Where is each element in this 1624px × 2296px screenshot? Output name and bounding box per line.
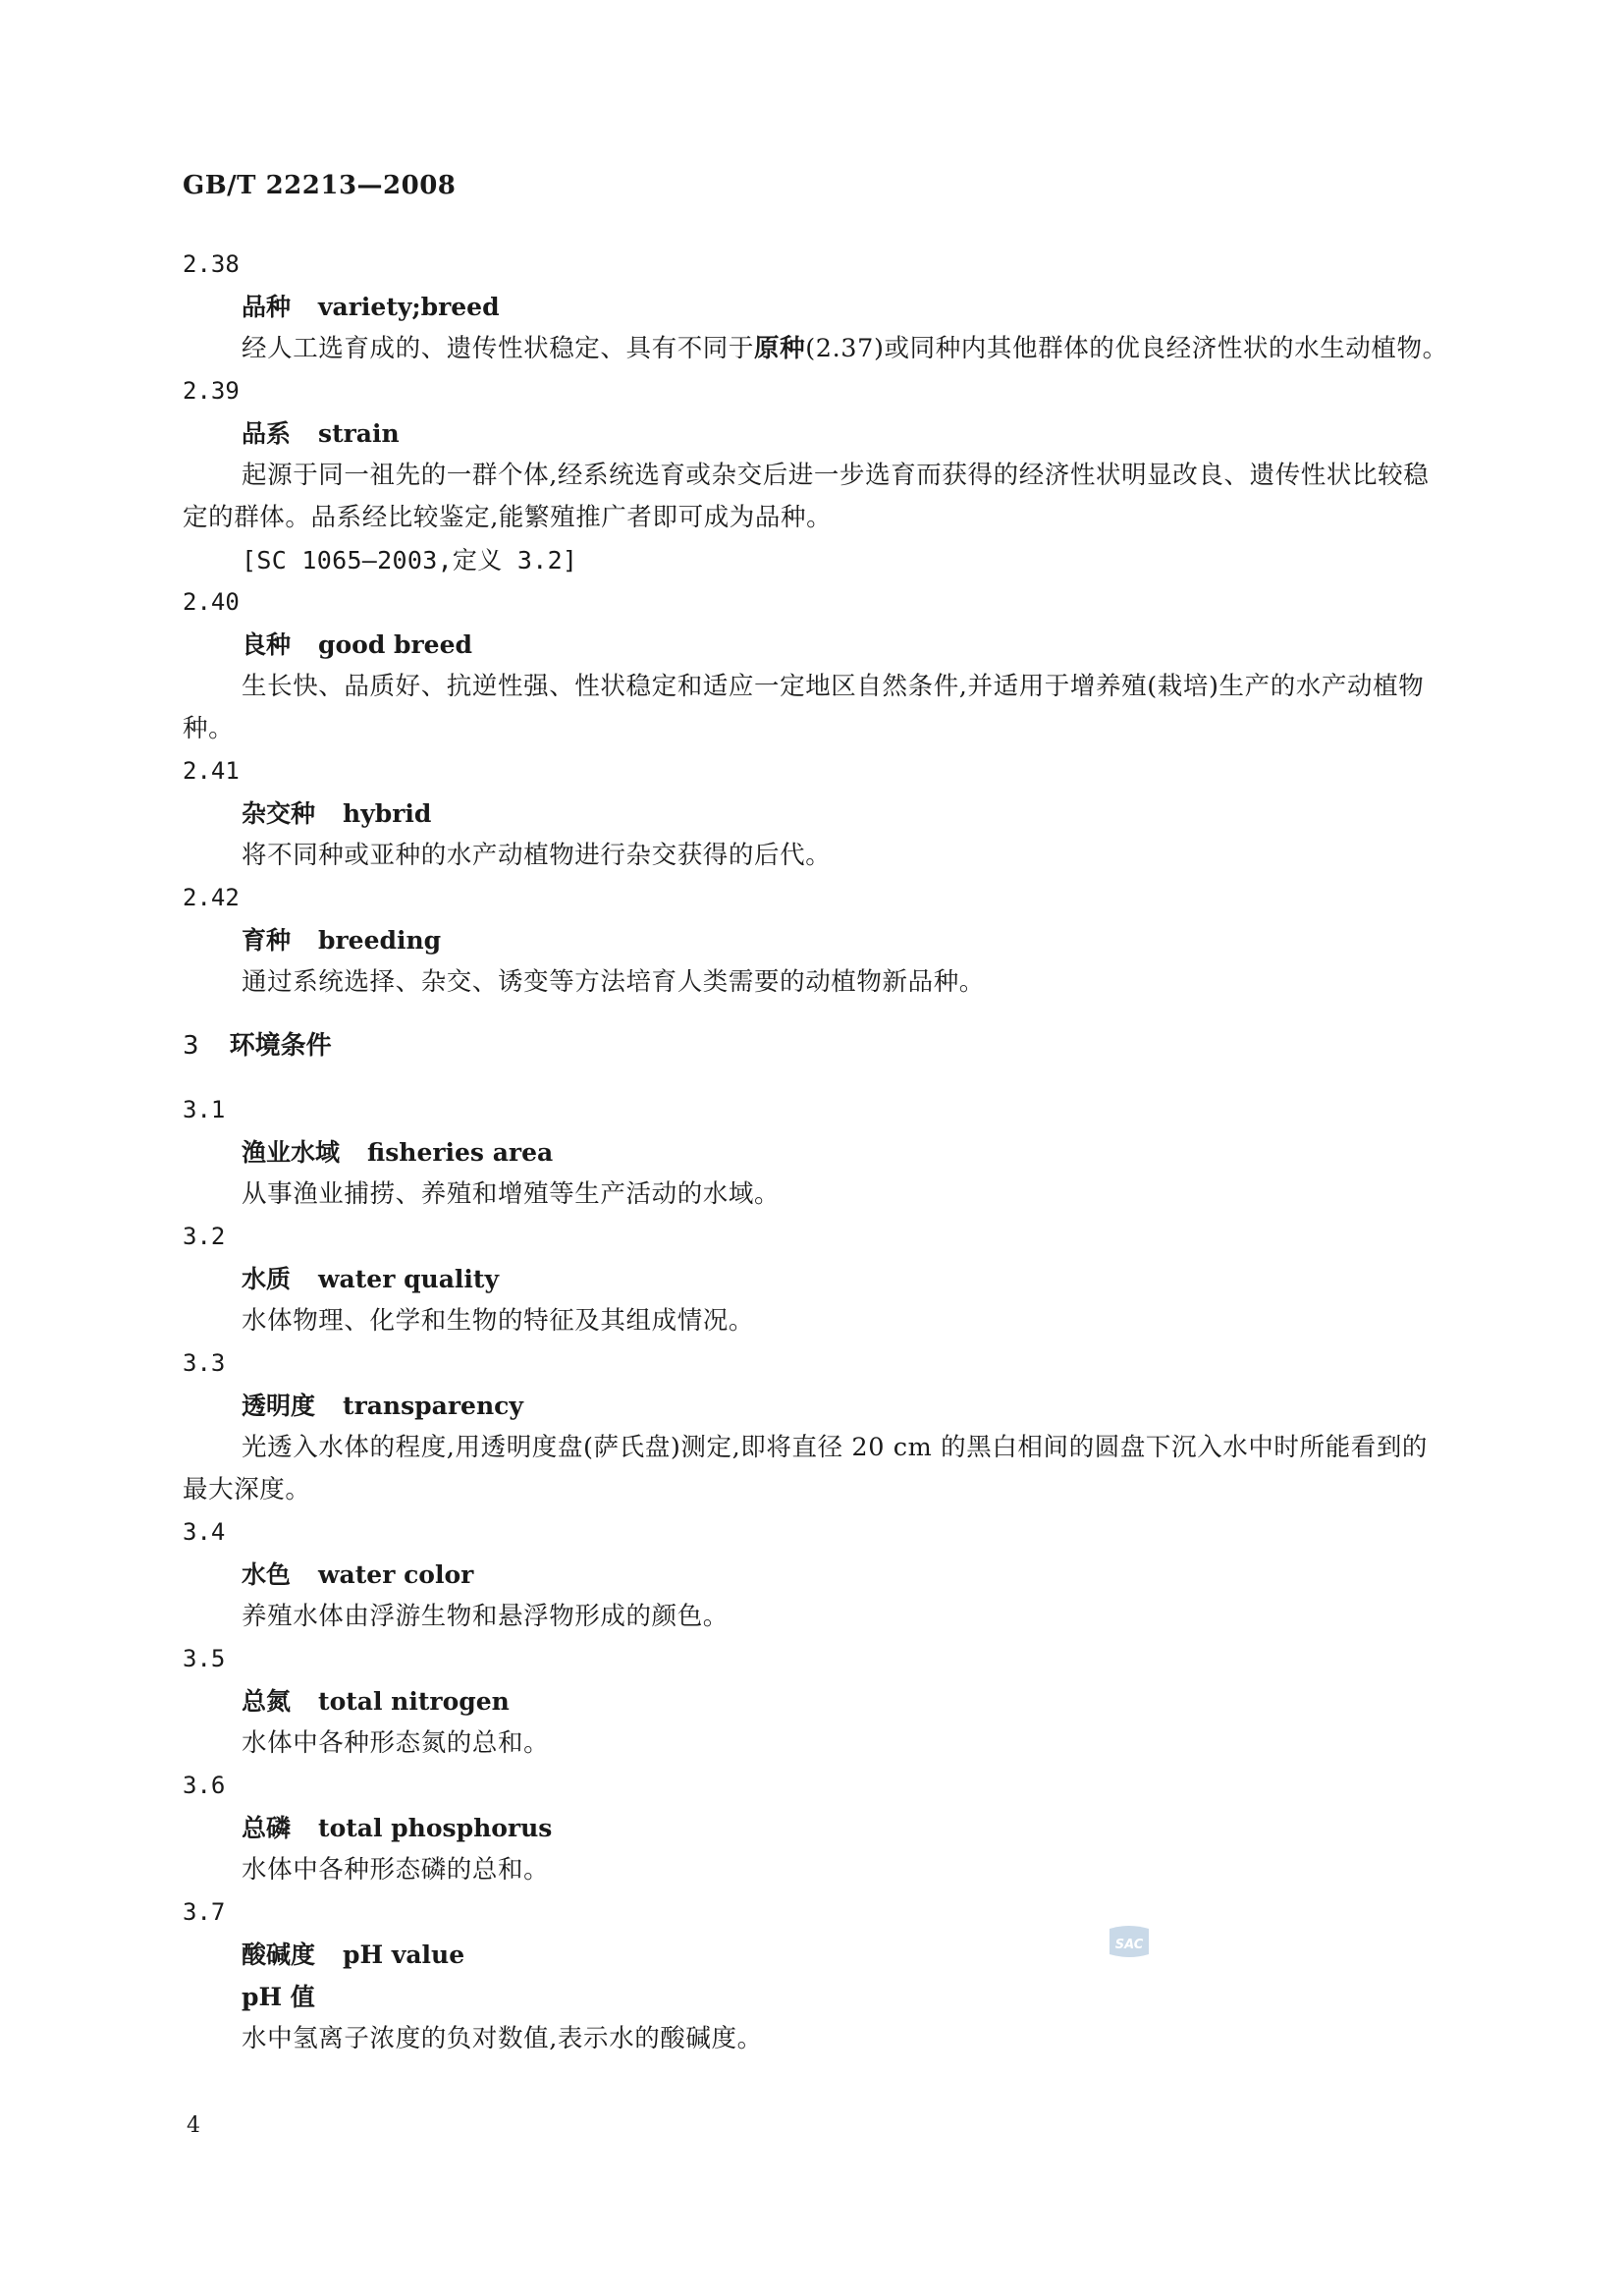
term-heading <box>183 1807 1449 1849</box>
term-chinese: 总磷 <box>242 1814 292 1842</box>
term-chinese: 杂交种 <box>242 799 316 828</box>
term-english: total nitrogen <box>318 1687 510 1716</box>
term-heading <box>183 1131 1449 1174</box>
definition-text: (2.37)或同种内其他群体的优良经济性状的水生动植物。 <box>805 334 1448 363</box>
term-chinese: 酸碱度 <box>242 1941 316 1969</box>
term-english: fisheries area <box>367 1138 554 1167</box>
entry-number: 3.3 <box>183 1349 226 1377</box>
term-entry <box>183 1891 1449 2060</box>
term-chinese: 总氮 <box>242 1687 292 1716</box>
term-definition <box>183 1849 1449 1891</box>
term-entry <box>183 370 1449 581</box>
definition-text: 水体中各种形态氮的总和。 <box>242 1728 550 1758</box>
term-entry <box>183 1089 1449 1216</box>
definition-text: 水体中各种形态磷的总和。 <box>242 1855 550 1885</box>
document-body <box>183 244 1449 2060</box>
term-entry <box>183 1342 1449 1511</box>
term-chinese: 品种 <box>242 293 292 321</box>
term-definition <box>183 328 1449 370</box>
term-heading <box>183 412 1449 455</box>
entry-number: 2.39 <box>183 377 240 405</box>
term-english: breeding <box>318 926 442 955</box>
term-english: transparency <box>343 1392 523 1420</box>
definition-text: 水中氢离子浓度的负对数值,表示水的酸碱度。 <box>242 2024 763 2053</box>
term-english: good breed <box>318 630 472 659</box>
entry-number: 3.5 <box>183 1645 226 1672</box>
term-entry <box>183 244 1449 370</box>
section-title: 环境条件 <box>229 1031 332 1061</box>
term-english: water quality <box>318 1265 499 1293</box>
terms-section-2 <box>183 244 1449 1004</box>
watermark-text: SAC <box>1114 1938 1144 1952</box>
source-reference: [SC 1065—2003,定义 3.2] <box>242 546 578 574</box>
definition-text: 从事渔业捕捞、养殖和增殖等生产活动的水域。 <box>242 1179 781 1209</box>
term-heading <box>183 1258 1449 1300</box>
term-chinese: 良种 <box>242 630 292 659</box>
entry-number: 3.4 <box>183 1518 226 1546</box>
standard-code: GB/T 22213—2008 <box>183 171 457 200</box>
term-heading <box>183 624 1449 666</box>
term-heading <box>183 793 1449 835</box>
entry-number: 2.40 <box>183 588 240 616</box>
term-entry <box>183 1511 1449 1638</box>
term-alternate: pH 值 <box>242 1983 315 2011</box>
definition-text: 将不同种或亚种的水产动植物进行杂交获得的后代。 <box>242 841 832 870</box>
term-definition <box>183 455 1449 539</box>
definition-text: 生长快、品质好、抗逆性强、性状稳定和适应一定地区自然条件,并适用于增养殖(栽培)生产的水产动植物种。 <box>183 672 1425 743</box>
sac-watermark-logo <box>1106 1923 1153 1962</box>
term-english: variety;breed <box>318 293 500 321</box>
entry-number: 3.1 <box>183 1096 226 1123</box>
term-heading <box>183 919 1449 961</box>
term-heading <box>183 1385 1449 1427</box>
entry-number: 3.2 <box>183 1223 226 1250</box>
term-heading <box>183 1934 1449 1976</box>
entry-number: 3.7 <box>183 1898 226 1926</box>
term-english: hybrid <box>343 799 432 828</box>
section-heading <box>183 1025 1449 1067</box>
definition-text: 通过系统选择、杂交、诱变等方法培育人类需要的动植物新品种。 <box>242 967 985 997</box>
entry-number: 2.42 <box>183 884 240 911</box>
term-chinese: 育种 <box>242 926 292 955</box>
term-heading <box>183 286 1449 328</box>
term-definition <box>183 1174 1449 1216</box>
term-heading <box>183 1554 1449 1596</box>
term-definition <box>183 961 1449 1004</box>
term-chinese: 渔业水域 <box>242 1138 341 1167</box>
term-entry <box>183 877 1449 1004</box>
term-english: strain <box>318 419 400 448</box>
term-entry <box>183 1216 1449 1342</box>
term-english: pH value <box>343 1941 465 1969</box>
definition-text: 光透入水体的程度,用透明度盘(萨氏盘)测定,即将直径 20 cm 的黑白相间的圆盘下沉入水中时所能看到的最大深度。 <box>183 1433 1429 1504</box>
cross-reference-term: 原种 <box>754 334 806 363</box>
term-definition <box>183 666 1449 750</box>
definition-text: 起源于同一祖先的一群个体,经系统选育或杂交后进一步选育而获得的经济性状明显改良、遗传性状比较稳定的群体。品系经比较鉴定,能繁殖推广者即可成为品种。 <box>183 461 1430 532</box>
term-definition <box>183 835 1449 877</box>
term-entry <box>183 1638 1449 1765</box>
term-heading <box>183 1680 1449 1722</box>
term-definition <box>183 1722 1449 1765</box>
entry-number: 3.6 <box>183 1772 226 1799</box>
page-number: 4 <box>187 2113 200 2138</box>
term-english: water color <box>318 1560 474 1589</box>
definition-text: 水体物理、化学和生物的特征及其组成情况。 <box>242 1306 755 1336</box>
term-chinese: 水质 <box>242 1265 292 1293</box>
term-english: total phosphorus <box>318 1814 553 1842</box>
section-number: 3 <box>183 1031 199 1061</box>
terms-section-3 <box>183 1089 1449 2060</box>
term-entry <box>183 750 1449 877</box>
term-definition <box>183 1300 1449 1342</box>
term-definition <box>183 1596 1449 1638</box>
entry-number: 2.41 <box>183 757 240 785</box>
term-chinese: 水色 <box>242 1560 292 1589</box>
term-chinese: 透明度 <box>242 1392 316 1420</box>
term-definition <box>183 1427 1449 1511</box>
term-chinese: 品系 <box>242 419 292 448</box>
definition-text: 养殖水体由浮游生物和悬浮物形成的颜色。 <box>242 1602 729 1631</box>
definition-text: 经人工选育成的、遗传性状稳定、具有不同于 <box>242 334 755 363</box>
entry-number: 2.38 <box>183 250 240 278</box>
term-definition <box>183 2018 1449 2060</box>
term-entry <box>183 581 1449 750</box>
term-entry <box>183 1765 1449 1891</box>
